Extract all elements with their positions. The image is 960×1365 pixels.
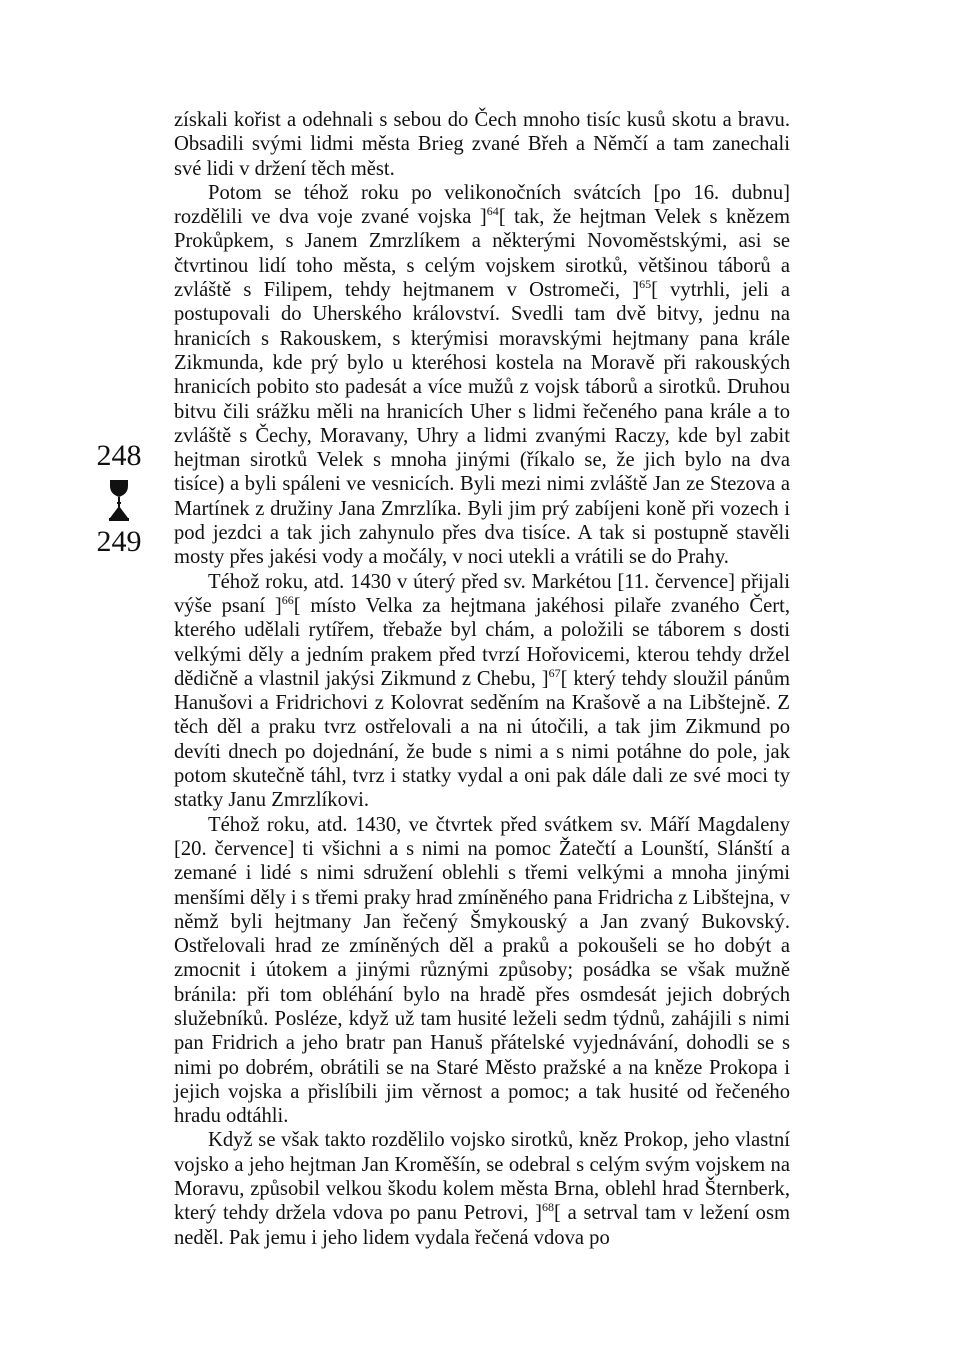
paragraph-text: [ tak, že hejtman Velek s knězem Prokůpkem, s Janem Zmrzlíkem a některými Novoměstskými, asi se čtvrtinou lidí toho města, s celým vojskem sirotků, většinou táborů a zvláště s Filipem, tehdy hejtmanem v Ostromeči, ] [174,206,790,302]
paragraph-text: [ místo Velka za hejtmana jakéhosi pilaře zvaného Čert, kterého udělali rytířem, třebaže byl chám, a položili se táborem s dosti velkými děly a jedním prakem před tvrzí Hořovicemi, kterou tehdy držel dědičně a vlastnil jakýsi Zikmund z Chebu, ] [174,594,790,690]
footnote-ref: 65 [639,277,652,292]
footnote-ref: 68 [542,1200,554,1215]
page-number-249: 249 [96,525,142,558]
page-number-248: 248 [96,439,142,472]
footnote-ref: 66 [281,593,294,608]
paragraph-text: Téhož roku, atd. 1430, ve čtvrtek před svátkem sv. Máří Magdaleny [20. července] ti všichni a s nimi na pomoc Žatečtí a Lounští, Slánští a zemané i lidé s nimi sdružení oblehli s třemi velkými a mnoha jinými menšími děly i s třemi praky hrad zmíněného pana Fridricha z Libštejna, v němž byli hejtmany Jan řečený Šmykouský a Jan zvaný Bukovský. Ostřelovali hrad ze zmíněných děl a praků a pokoušeli se ho dobýt a zmocnit i útokem a jinými různými způsoby; posádka se však mužně bránila: při tom obléhání bylo na hradě přes osmdesát jejich dobrých služebníků. Posléze, když už tam husité leželi sedm týdnů, zahájili s nimi pan Fridrich a jeho bratr pan Hanuš přátelské vyjednávání, dohodli se s nimi po dobrém, obrátili se na Staré Město pražské a na kněze Prokopa i jejich vojska a přislíbili jim věrnost a pomoc; a tak husité od řečeného hradu odtáhli. [174,813,790,1128]
paragraph [174,108,790,181]
paragraph-text: získali kořist a odehnali s sebou do Čech mnoho tisíc kusů skotu a bravu. Obsadili svými lidmi města Brieg zvané Břeh a Němčí a tam zanechali své lidi v držení těch měst. [174,109,790,180]
paragraph [174,570,790,813]
paragraph-text: [ který tehdy sloužil pánům Hanušovi a Fridrichovi z Kolovrat seděním na Krašově a na Libštejně. Z těch děl a praku tvrz ostřelovali a na ni útočili, a tak jim Zikmund po devíti dnech po dojednání, že bude s nimi a s nimi potáhne do pole, jak potom skutečně táhl, tvrz i statky vydal a oni pak dále dali ze své moci ty statky Janu Zmrzlíkovi. [174,667,791,812]
paragraph-text: Téhož roku, atd. 1430 v úterý před sv. Markétou [11. července] přijali výše psaní ] [174,570,790,617]
paragraph-text: [ a setrval tam v ležení osm neděl. Pak jemu i jeho lidem vydala řečená vdova po [174,1202,790,1249]
paragraph [174,1128,790,1249]
paragraph-text: Potom se téhož roku po velikonočních svátcích [po 16. dubnu] rozdělili ve dva voje zvané vojska ] [174,181,790,229]
footnote-ref: 64 [486,204,499,219]
paragraph [174,813,790,1129]
page-number-margin [84,440,154,558]
paragraph-text: Když se však takto rozdělilo vojsko sirotků, kněz Prokop, jeho vlastní vojsko a jeho hejtman Jan Kroměšín, se odebral s celým svým vojskem na Moravu, způsobil velkou škodu kolem města Brna, oblehl hrad Šternberk, který tehdy držela vdova po panu Petrovi, ] [174,1129,790,1225]
paragraph [174,181,790,570]
paragraph-text: [ vytrhli, jeli a postupovali do Uherského království. Svedli tam dvě bitvy, jednu na hranicích s Rakouskem, s kterýmisi moravskými hejtmany pana krále Zikmunda, kde prý bylo u kteréhosi kostela na Moravě při rakouských hranicích pobito sto padesát a více mužů z vojsk táborů a sirotků. Druhou bitvu čili srážku měli na hranicích Uher s lidmi řečeného pana krále a to zvláště s Čechy, Moravany, Uhry a lidmi zvanými Raczy, kde byl zabit hejtman sirotků Velek s mnoha jinými (říkalo se, že jich bylo na dva tisíce) a byli spáleni ve vesnicích. Byli mezi nimi zvláště Jan ze Stezova a Martínek z družiny Jana Zmrzlíka. Byli jim prý zabíjeni koně při vozech i pod jezdci a tak jich zahynulo přes dva tisíce. A tak si postupně stavěli mosty přes jakési vody a močály, v noci utekli a vrátili se do Prahy. [174,279,790,569]
footnote-ref: 67 [548,665,561,680]
chalice-icon [108,478,130,522]
body-text [174,108,790,1250]
